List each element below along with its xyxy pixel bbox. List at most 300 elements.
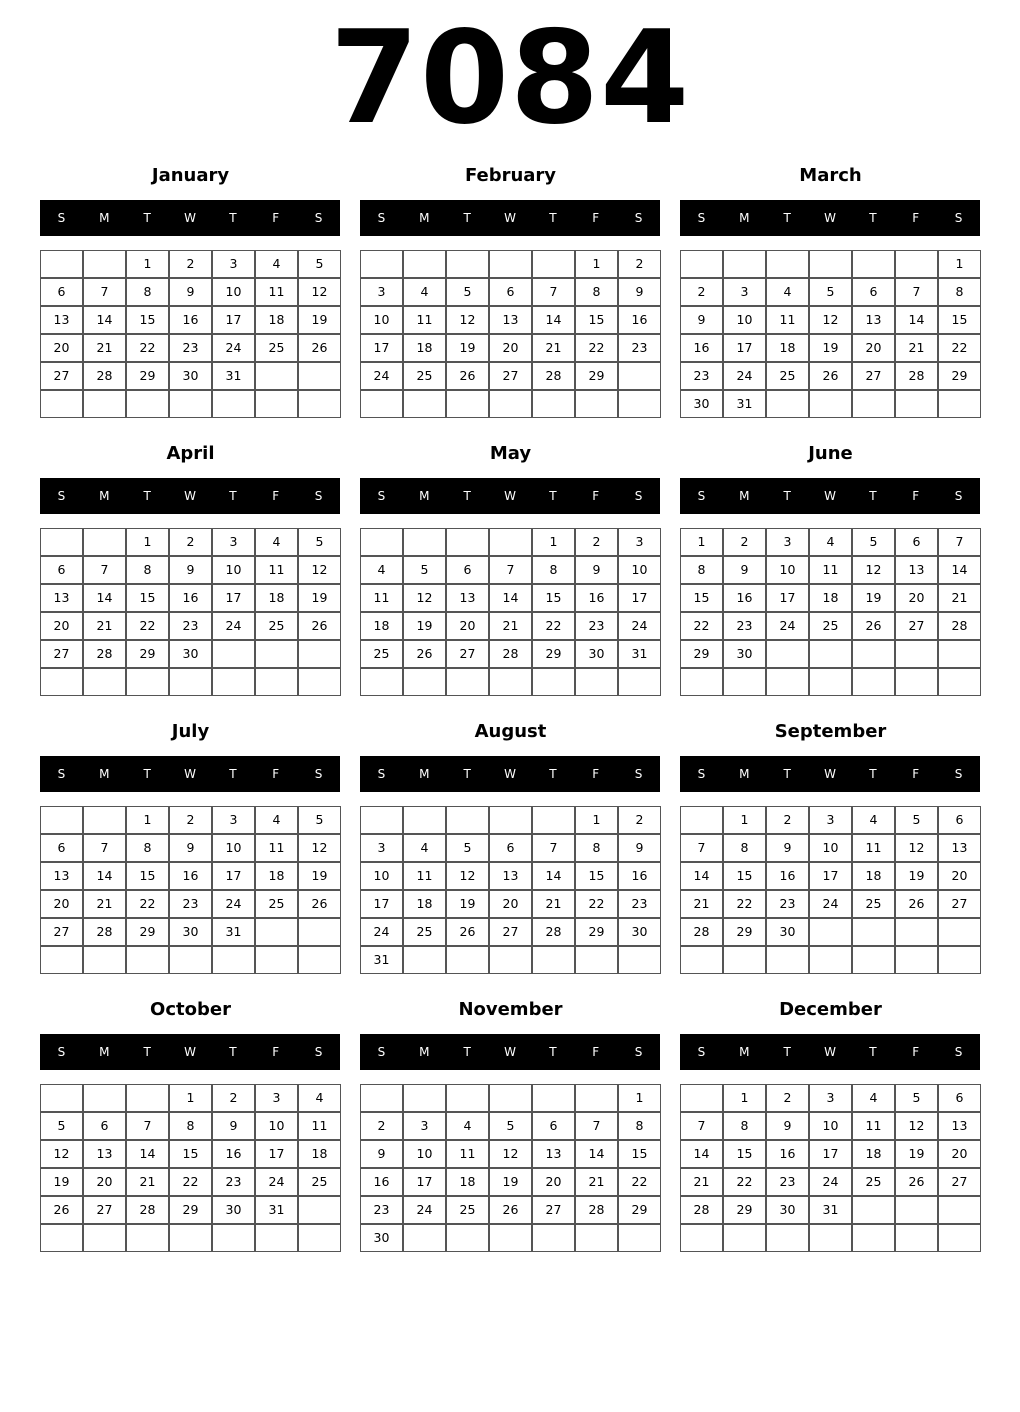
day-cell: 7	[83, 556, 126, 584]
empty-day-cell	[680, 1084, 723, 1112]
weekday-label: W	[504, 489, 516, 503]
weekday-label: W	[504, 1045, 516, 1059]
day-cell: 10	[360, 862, 403, 890]
weekday-label: S	[954, 211, 963, 225]
empty-day-cell	[489, 390, 532, 418]
day-cell: 15	[126, 306, 169, 334]
day-cell: 26	[895, 1168, 938, 1196]
empty-day-cell	[618, 668, 661, 696]
empty-day-cell	[360, 390, 403, 418]
day-cell: 9	[575, 556, 618, 584]
empty-day-cell	[360, 668, 403, 696]
empty-day-cell	[40, 528, 83, 556]
empty-day-cell	[298, 918, 341, 946]
month-name: September	[774, 721, 887, 742]
day-cell: 1	[575, 250, 618, 278]
day-cell: 2	[618, 806, 661, 834]
day-cell: 25	[766, 362, 809, 390]
empty-day-cell	[809, 390, 852, 418]
empty-day-cell	[126, 1084, 169, 1112]
day-cell: 18	[403, 334, 446, 362]
day-cell: 27	[489, 918, 532, 946]
empty-day-cell	[532, 806, 575, 834]
day-cell: 19	[895, 862, 938, 890]
day-cell: 15	[938, 306, 981, 334]
day-cell: 19	[895, 1140, 938, 1168]
day-cell: 22	[575, 334, 618, 362]
month-name: April	[166, 443, 215, 464]
day-cell: 16	[766, 862, 809, 890]
day-cell: 11	[255, 278, 298, 306]
empty-day-cell	[723, 250, 766, 278]
day-cell: 1	[680, 528, 723, 556]
empty-day-cell	[766, 946, 809, 974]
empty-day-cell	[938, 390, 981, 418]
empty-day-cell	[126, 1224, 169, 1252]
day-cell: 25	[403, 362, 446, 390]
day-cell: 3	[255, 1084, 298, 1112]
day-cell: 13	[938, 834, 981, 862]
day-cell: 28	[83, 362, 126, 390]
day-cell: 16	[575, 584, 618, 612]
empty-day-cell	[618, 362, 661, 390]
day-cell: 25	[255, 334, 298, 362]
day-cell: 3	[618, 528, 661, 556]
empty-day-cell	[212, 390, 255, 418]
day-cell: 8	[938, 278, 981, 306]
day-cell: 8	[680, 556, 723, 584]
day-cell: 15	[575, 306, 618, 334]
day-cell: 23	[360, 1196, 403, 1224]
day-cell: 23	[212, 1168, 255, 1196]
day-cell: 23	[723, 612, 766, 640]
empty-day-cell	[852, 640, 895, 668]
day-cell: 15	[723, 862, 766, 890]
day-cell: 12	[489, 1140, 532, 1168]
empty-day-cell	[489, 806, 532, 834]
day-cell: 7	[680, 834, 723, 862]
day-cell: 20	[40, 612, 83, 640]
day-cell: 5	[446, 834, 489, 862]
day-cell: 8	[575, 834, 618, 862]
day-cell: 4	[255, 528, 298, 556]
weekday-header	[40, 200, 340, 236]
day-cell: 10	[618, 556, 661, 584]
month-name: January	[151, 165, 230, 186]
empty-day-cell	[169, 668, 212, 696]
day-cell: 1	[723, 806, 766, 834]
day-cell: 25	[852, 890, 895, 918]
weekday-label: F	[592, 211, 600, 225]
weekday-label: T	[463, 211, 471, 225]
day-cell: 6	[852, 278, 895, 306]
day-cell: 21	[938, 584, 981, 612]
day-cell: 27	[489, 362, 532, 390]
day-cell: 6	[532, 1112, 575, 1140]
day-cell: 20	[532, 1168, 575, 1196]
weekday-label: M	[99, 489, 110, 503]
day-cell: 10	[723, 306, 766, 334]
weekday-label: T	[869, 767, 877, 781]
day-cell: 19	[40, 1168, 83, 1196]
day-cell: 7	[489, 556, 532, 584]
day-cell: 22	[126, 612, 169, 640]
empty-day-cell	[575, 1224, 618, 1252]
empty-day-cell	[575, 946, 618, 974]
weekday-label: T	[549, 1045, 557, 1059]
day-cell: 31	[212, 918, 255, 946]
weekday-label: F	[912, 1045, 920, 1059]
weekday-label: S	[57, 211, 66, 225]
day-cell: 4	[446, 1112, 489, 1140]
empty-day-cell	[938, 946, 981, 974]
day-cell: 28	[575, 1196, 618, 1224]
day-cell: 22	[723, 890, 766, 918]
day-cell: 27	[40, 918, 83, 946]
weekday-label: T	[549, 767, 557, 781]
day-cell: 29	[618, 1196, 661, 1224]
weekday-label: F	[272, 1045, 280, 1059]
month-name: August	[474, 721, 547, 742]
day-cell: 7	[532, 834, 575, 862]
empty-day-cell	[360, 528, 403, 556]
day-cell: 4	[852, 1084, 895, 1112]
month-may	[360, 438, 661, 708]
empty-day-cell	[895, 1196, 938, 1224]
day-cell: 17	[403, 1168, 446, 1196]
day-cell: 14	[680, 1140, 723, 1168]
empty-day-cell	[532, 668, 575, 696]
day-cell: 31	[809, 1196, 852, 1224]
day-cell: 14	[489, 584, 532, 612]
empty-day-cell	[126, 668, 169, 696]
day-cell: 3	[360, 278, 403, 306]
day-cell: 9	[766, 1112, 809, 1140]
day-grid	[360, 250, 661, 419]
weekday-header	[360, 1034, 660, 1070]
day-cell: 11	[298, 1112, 341, 1140]
empty-day-cell	[360, 250, 403, 278]
empty-day-cell	[680, 1224, 723, 1252]
day-cell: 2	[766, 1084, 809, 1112]
day-cell: 27	[83, 1196, 126, 1224]
day-cell: 11	[255, 556, 298, 584]
weekday-label: W	[184, 1045, 196, 1059]
day-cell: 25	[255, 890, 298, 918]
day-cell: 10	[809, 1112, 852, 1140]
weekday-header	[360, 478, 660, 514]
empty-day-cell	[766, 640, 809, 668]
day-cell: 6	[489, 278, 532, 306]
day-cell: 14	[575, 1140, 618, 1168]
empty-day-cell	[212, 640, 255, 668]
day-cell: 26	[852, 612, 895, 640]
day-cell: 24	[360, 918, 403, 946]
day-cell: 3	[723, 278, 766, 306]
empty-day-cell	[938, 668, 981, 696]
weekday-label: S	[377, 767, 386, 781]
day-cell: 3	[809, 1084, 852, 1112]
empty-day-cell	[489, 250, 532, 278]
empty-day-cell	[40, 668, 83, 696]
day-cell: 2	[212, 1084, 255, 1112]
empty-day-cell	[489, 946, 532, 974]
empty-day-cell	[83, 390, 126, 418]
weekday-label: T	[869, 1045, 877, 1059]
empty-day-cell	[895, 918, 938, 946]
day-cell: 2	[575, 528, 618, 556]
weekday-label: T	[549, 489, 557, 503]
empty-day-cell	[403, 1084, 446, 1112]
day-cell: 17	[360, 890, 403, 918]
day-cell: 24	[212, 890, 255, 918]
day-cell: 20	[489, 890, 532, 918]
empty-day-cell	[403, 1224, 446, 1252]
day-cell: 14	[83, 862, 126, 890]
day-cell: 14	[83, 306, 126, 334]
empty-day-cell	[298, 1224, 341, 1252]
day-cell: 26	[40, 1196, 83, 1224]
month-name: December	[779, 999, 882, 1020]
weekday-header	[680, 200, 980, 236]
weekday-label: F	[912, 767, 920, 781]
empty-day-cell	[532, 1084, 575, 1112]
day-cell: 9	[169, 278, 212, 306]
month-name: March	[799, 165, 862, 186]
empty-day-cell	[403, 806, 446, 834]
weekday-label: F	[592, 489, 600, 503]
empty-day-cell	[680, 668, 723, 696]
day-cell: 18	[298, 1140, 341, 1168]
empty-day-cell	[532, 1224, 575, 1252]
empty-day-cell	[255, 946, 298, 974]
day-cell: 27	[532, 1196, 575, 1224]
empty-day-cell	[403, 946, 446, 974]
day-cell: 1	[575, 806, 618, 834]
day-cell: 31	[723, 390, 766, 418]
day-cell: 19	[852, 584, 895, 612]
day-cell: 30	[169, 918, 212, 946]
empty-day-cell	[489, 1084, 532, 1112]
year-title: 7084	[329, 4, 691, 153]
empty-day-cell	[126, 946, 169, 974]
day-cell: 17	[212, 584, 255, 612]
day-cell: 26	[298, 612, 341, 640]
day-cell: 13	[489, 306, 532, 334]
day-cell: 6	[446, 556, 489, 584]
weekday-label: M	[99, 767, 110, 781]
day-cell: 19	[446, 334, 489, 362]
day-cell: 4	[403, 278, 446, 306]
day-cell: 23	[680, 362, 723, 390]
day-cell: 29	[723, 1196, 766, 1224]
day-cell: 18	[852, 1140, 895, 1168]
day-cell: 9	[680, 306, 723, 334]
weekday-label: S	[314, 767, 323, 781]
empty-day-cell	[766, 1224, 809, 1252]
day-cell: 15	[126, 584, 169, 612]
day-cell: 16	[680, 334, 723, 362]
day-cell: 20	[895, 584, 938, 612]
day-cell: 15	[169, 1140, 212, 1168]
weekday-label: W	[824, 211, 836, 225]
empty-day-cell	[809, 668, 852, 696]
day-cell: 9	[618, 278, 661, 306]
day-cell: 10	[212, 556, 255, 584]
day-grid	[40, 806, 341, 975]
day-cell: 16	[169, 862, 212, 890]
day-cell: 6	[938, 806, 981, 834]
weekday-label: T	[463, 767, 471, 781]
day-cell: 3	[212, 528, 255, 556]
day-cell: 5	[298, 528, 341, 556]
day-cell: 16	[169, 584, 212, 612]
weekday-label: T	[783, 489, 791, 503]
weekday-label: W	[824, 767, 836, 781]
empty-day-cell	[446, 668, 489, 696]
empty-day-cell	[895, 1224, 938, 1252]
day-cell: 9	[618, 834, 661, 862]
day-cell: 1	[126, 250, 169, 278]
day-cell: 28	[532, 362, 575, 390]
day-cell: 5	[298, 806, 341, 834]
day-cell: 2	[169, 528, 212, 556]
day-cell: 12	[895, 1112, 938, 1140]
empty-day-cell	[895, 390, 938, 418]
day-cell: 4	[852, 806, 895, 834]
day-cell: 14	[83, 584, 126, 612]
weekday-header	[40, 478, 340, 514]
day-cell: 27	[938, 1168, 981, 1196]
day-cell: 24	[809, 890, 852, 918]
day-cell: 11	[360, 584, 403, 612]
day-cell: 5	[403, 556, 446, 584]
day-cell: 13	[83, 1140, 126, 1168]
empty-day-cell	[212, 1224, 255, 1252]
day-cell: 5	[895, 806, 938, 834]
empty-day-cell	[403, 528, 446, 556]
day-cell: 30	[766, 918, 809, 946]
day-cell: 15	[723, 1140, 766, 1168]
day-cell: 22	[680, 612, 723, 640]
day-cell: 25	[809, 612, 852, 640]
day-cell: 18	[255, 862, 298, 890]
day-grid	[40, 250, 341, 419]
empty-day-cell	[852, 390, 895, 418]
weekday-label: S	[634, 489, 643, 503]
empty-day-cell	[298, 640, 341, 668]
empty-day-cell	[298, 946, 341, 974]
weekday-label: M	[419, 211, 430, 225]
day-cell: 26	[298, 890, 341, 918]
empty-day-cell	[40, 806, 83, 834]
weekday-label: S	[634, 211, 643, 225]
empty-day-cell	[618, 1224, 661, 1252]
day-cell: 29	[126, 362, 169, 390]
day-cell: 1	[532, 528, 575, 556]
day-cell: 28	[83, 640, 126, 668]
weekday-label: T	[783, 1045, 791, 1059]
month-april	[40, 438, 341, 708]
weekday-label: S	[954, 767, 963, 781]
weekday-header	[360, 756, 660, 792]
weekday-label: T	[229, 211, 237, 225]
day-cell: 23	[169, 612, 212, 640]
empty-day-cell	[852, 668, 895, 696]
day-cell: 21	[83, 334, 126, 362]
day-cell: 3	[403, 1112, 446, 1140]
day-cell: 13	[40, 306, 83, 334]
day-cell: 12	[298, 278, 341, 306]
day-cell: 19	[809, 334, 852, 362]
empty-day-cell	[723, 1224, 766, 1252]
weekday-label: W	[184, 211, 196, 225]
empty-day-cell	[83, 946, 126, 974]
empty-day-cell	[489, 1224, 532, 1252]
day-cell: 12	[40, 1140, 83, 1168]
empty-day-cell	[298, 668, 341, 696]
day-cell: 12	[809, 306, 852, 334]
day-cell: 1	[723, 1084, 766, 1112]
weekday-label: S	[57, 489, 66, 503]
month-september	[680, 716, 981, 986]
empty-day-cell	[723, 946, 766, 974]
day-cell: 29	[723, 918, 766, 946]
day-cell: 23	[169, 334, 212, 362]
day-cell: 24	[766, 612, 809, 640]
day-cell: 4	[255, 806, 298, 834]
empty-day-cell	[360, 806, 403, 834]
month-june	[680, 438, 981, 708]
empty-day-cell	[895, 640, 938, 668]
day-cell: 17	[766, 584, 809, 612]
day-cell: 5	[895, 1084, 938, 1112]
empty-day-cell	[575, 668, 618, 696]
day-cell: 28	[938, 612, 981, 640]
day-cell: 31	[618, 640, 661, 668]
day-cell: 3	[212, 250, 255, 278]
empty-day-cell	[489, 668, 532, 696]
empty-day-cell	[895, 250, 938, 278]
weekday-header	[40, 1034, 340, 1070]
day-cell: 28	[895, 362, 938, 390]
day-cell: 31	[212, 362, 255, 390]
weekday-label: T	[143, 1045, 151, 1059]
weekday-label: T	[783, 767, 791, 781]
empty-day-cell	[895, 946, 938, 974]
day-cell: 18	[852, 862, 895, 890]
day-cell: 22	[618, 1168, 661, 1196]
day-cell: 29	[126, 918, 169, 946]
empty-day-cell	[809, 640, 852, 668]
day-grid	[360, 806, 661, 975]
day-cell: 7	[680, 1112, 723, 1140]
day-cell: 17	[212, 306, 255, 334]
day-cell: 18	[255, 584, 298, 612]
day-cell: 1	[126, 528, 169, 556]
day-cell: 9	[169, 556, 212, 584]
day-cell: 13	[895, 556, 938, 584]
day-cell: 16	[618, 306, 661, 334]
day-cell: 10	[809, 834, 852, 862]
day-cell: 26	[489, 1196, 532, 1224]
weekday-label: T	[229, 767, 237, 781]
month-january	[40, 160, 341, 430]
day-cell: 24	[255, 1168, 298, 1196]
day-grid	[680, 1084, 981, 1253]
empty-day-cell	[169, 946, 212, 974]
day-cell: 12	[446, 306, 489, 334]
